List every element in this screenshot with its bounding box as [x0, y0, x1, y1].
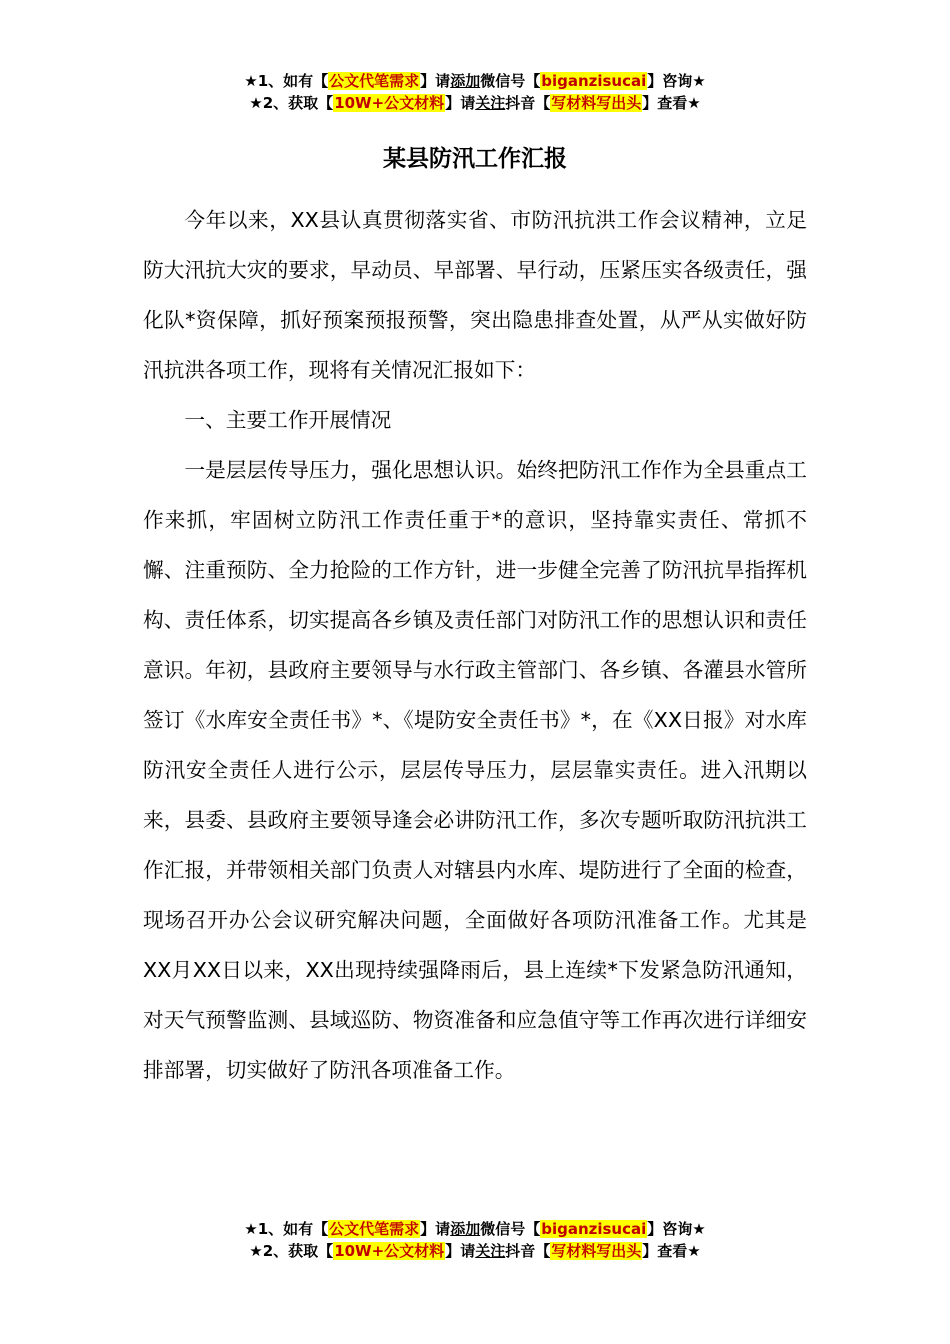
highlight-service: 公文代笔需求	[329, 1220, 420, 1238]
highlight-materials: 10W+公文材料	[334, 94, 445, 112]
highlight-wechat-id: biganzisucai	[541, 1220, 647, 1238]
notice-line-1	[0, 70, 950, 92]
notice-text: 】请	[420, 1220, 451, 1238]
paragraph-first-point: 一是层层传导压力，强化思想认识。始终把防汛工作作为全县重点工作来抓，牢固树立防汛工作责任重于*的意识，坚持靠实责任、常抓不懈、注重预防、全力抢险的工作方针，进一步健全完善了防汛抗旱指挥机构、责任体系，切实提高各乡镇及责任部门对防汛工作的思想认识和责任意识。年初，县政府主要领导与水行政主管部门、各乡镇、各灌县水管所签订《水库安全责任书》*、《堤防安全责任书》*，在《XX日报》对水库防汛安全责任人进行公示，层层传导压力，层层靠实责任。进入汛期以来，县委、县政府主要领导逢会必讲防汛工作，多次专题听取防汛抗洪工作汇报，并带领相关部门负责人对辖县内水库、堤防进行了全面的检查，现场召开办公会议研究解决问题，全面做好各项防汛准备工作。尤其是XX月XX日以来，XX出现持续强降雨后，县上连续*下发紧急防汛通知，对天气预警监测、县域巡防、物资准备和应急值守等工作再次进行详细安排部署，切实做好了防汛各项准备工作。	[143, 458, 807, 1082]
paragraph-intro: 今年以来，XX县认真贯彻落实省、市防汛抗洪工作会议精神，立足防大汛抗大灾的要求，早动员、早部署、早行动，压紧压实各级责任，强化队*资保障，抓好预案预报预警，突出隐患排查处置，从严从实做好防汛抗洪各项工作，现将有关情况汇报如下：	[143, 208, 807, 382]
notice-text: 】请	[420, 72, 451, 90]
underlined-follow: 关注	[475, 94, 506, 112]
notice-text: ★2、获取【	[249, 1242, 334, 1260]
notice-text: 抖音【	[505, 94, 551, 112]
highlight-douyin-account: 写材料写出头	[551, 94, 642, 112]
notice-text: 】咨询★	[647, 1220, 706, 1238]
notice-text: ★1、如有【	[244, 72, 329, 90]
highlight-service: 公文代笔需求	[329, 72, 420, 90]
notice-line-2	[0, 92, 950, 114]
notice-text: 】查看★	[642, 94, 701, 112]
notice-text: 微信号【	[480, 72, 541, 90]
notice-text: ★2、获取【	[249, 94, 334, 112]
notice-text: 微信号【	[480, 1220, 541, 1238]
document-body	[143, 195, 807, 1095]
notice-text: 】咨询★	[647, 72, 706, 90]
notice-line-1	[0, 1218, 950, 1240]
document-title: 某县防汛工作汇报	[383, 146, 567, 172]
notice-text: 】请	[445, 94, 476, 112]
header-notice	[0, 70, 950, 114]
notice-text: 抖音【	[505, 1242, 551, 1260]
underlined-add: 添加	[450, 72, 481, 90]
notice-text: ★1、如有【	[244, 1220, 329, 1238]
footer-notice	[0, 1218, 950, 1262]
highlight-douyin-account: 写材料写出头	[551, 1242, 642, 1260]
highlight-wechat-id: biganzisucai	[541, 72, 647, 90]
notice-line-2	[0, 1240, 950, 1262]
underlined-follow: 关注	[475, 1242, 506, 1260]
underlined-add: 添加	[450, 1220, 481, 1238]
notice-text: 】请	[445, 1242, 476, 1260]
notice-text: 】查看★	[642, 1242, 701, 1260]
section-heading: 一、主要工作开展情况	[184, 408, 392, 432]
highlight-materials: 10W+公文材料	[334, 1242, 445, 1260]
